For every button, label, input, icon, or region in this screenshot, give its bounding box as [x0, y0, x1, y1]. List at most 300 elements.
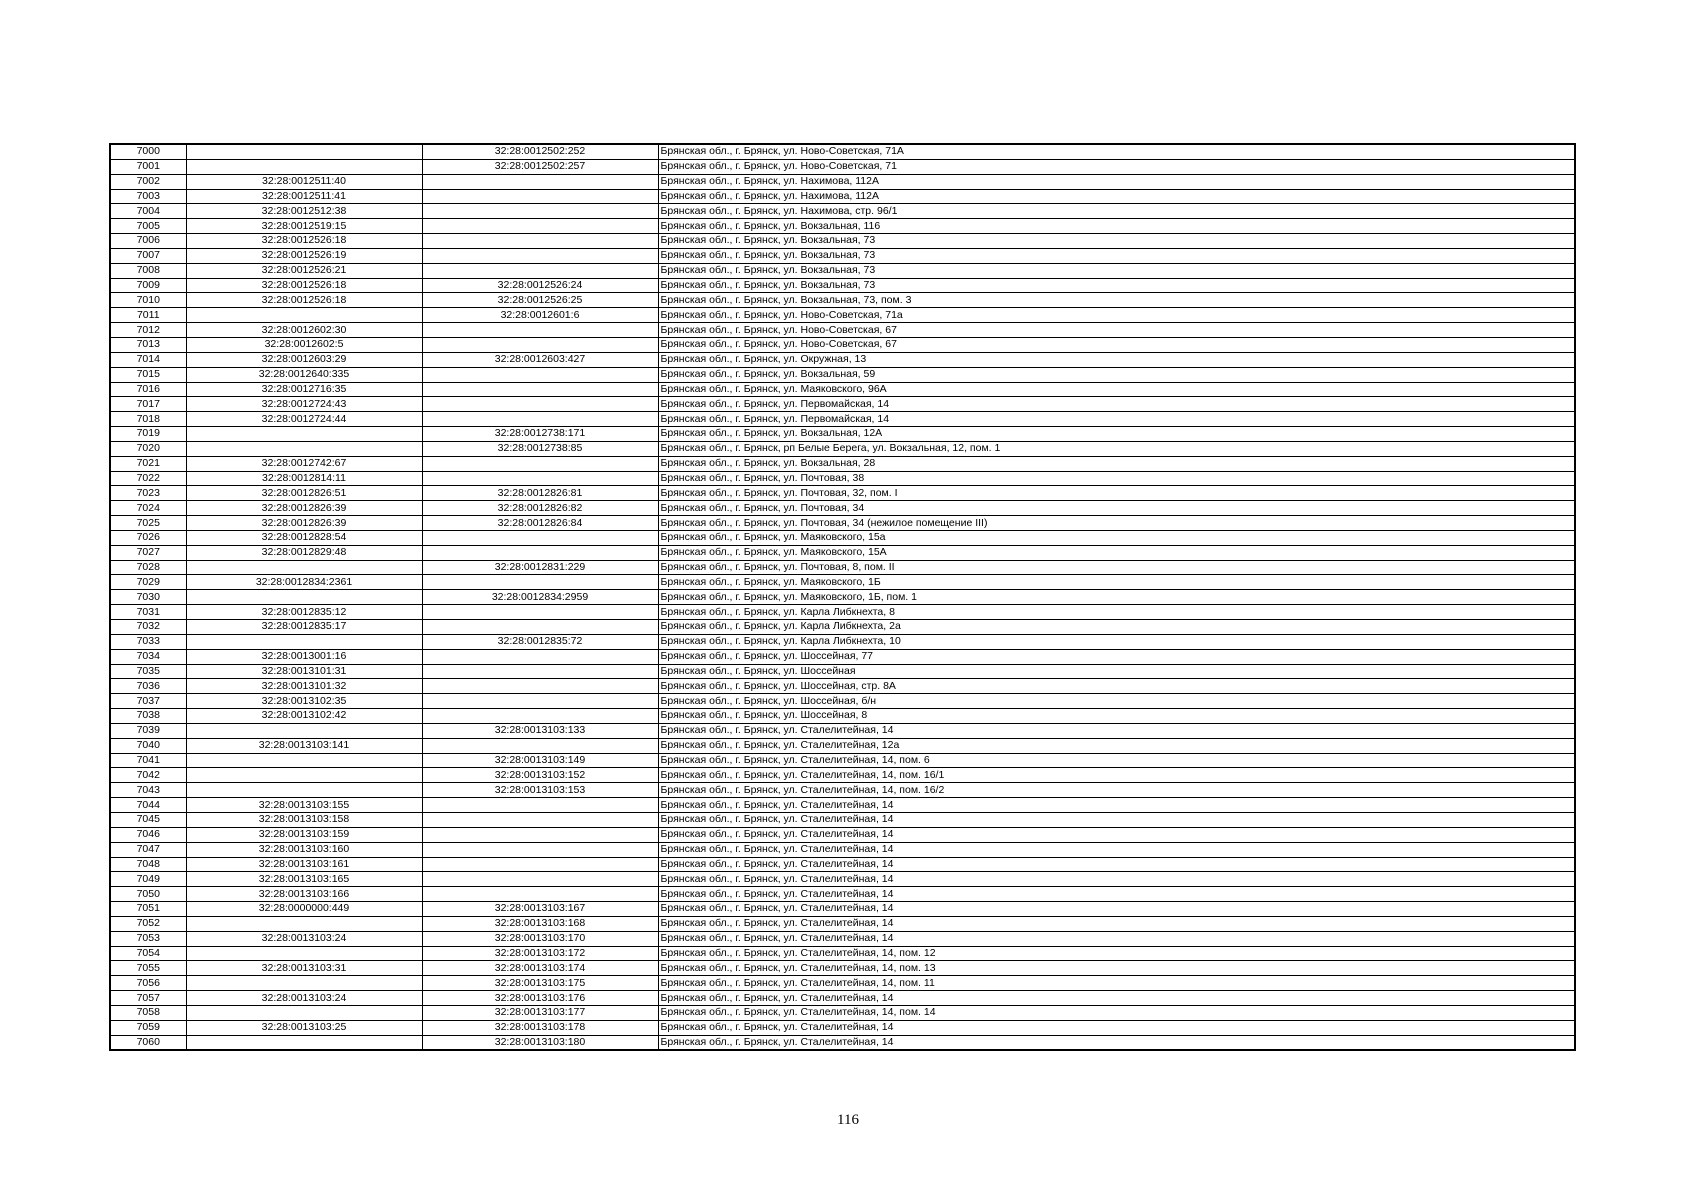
cadastral-number-cell: [186, 723, 422, 738]
row-number-cell: 7045: [110, 812, 186, 827]
row-number-cell: 7051: [110, 902, 186, 917]
row-number-cell: 7037: [110, 694, 186, 709]
cadastral-number-cell: [186, 634, 422, 649]
object-cadastral-number-cell: 32:28:0012601:6: [422, 308, 658, 323]
row-number-cell: 7000: [110, 144, 186, 159]
table-row: [110, 620, 1575, 635]
row-number-cell: 7008: [110, 263, 186, 278]
object-cadastral-number-cell: [422, 456, 658, 471]
cadastral-number-cell: [186, 144, 422, 159]
address-cell: Брянская обл., г. Брянск, ул. Вокзальная, 73, пом. 3: [658, 293, 1575, 308]
object-cadastral-number-cell: 32:28:0012835:72: [422, 634, 658, 649]
cadastral-number-cell: 32:28:0013001:16: [186, 649, 422, 664]
cadastral-number-cell: [186, 560, 422, 575]
cadastral-number-cell: 32:28:0012835:12: [186, 605, 422, 620]
object-cadastral-number-cell: 32:28:0013103:176: [422, 991, 658, 1006]
table-row: [110, 857, 1575, 872]
object-cadastral-number-cell: [422, 872, 658, 887]
table-row: [110, 234, 1575, 249]
table-row: [110, 872, 1575, 887]
address-cell: Брянская обл., г. Брянск, ул. Почтовая, 34 (нежилое помещение III): [658, 516, 1575, 531]
row-number-cell: 7030: [110, 590, 186, 605]
cadastral-number-cell: 32:28:0012826:51: [186, 486, 422, 501]
table-row: [110, 441, 1575, 456]
address-cell: Брянская обл., г. Брянск, ул. Нахимова, 112А: [658, 189, 1575, 204]
table-row: [110, 946, 1575, 961]
object-cadastral-number-cell: 32:28:0012738:171: [422, 427, 658, 442]
cadastral-number-cell: 32:28:0013103:24: [186, 991, 422, 1006]
object-cadastral-number-cell: [422, 189, 658, 204]
object-cadastral-number-cell: [422, 530, 658, 545]
row-number-cell: 7040: [110, 738, 186, 753]
address-cell: Брянская обл., г. Брянск, ул. Сталелитейная, 14: [658, 857, 1575, 872]
object-cadastral-number-cell: [422, 204, 658, 219]
address-cell: Брянская обл., г. Брянск, ул. Вокзальная, 12А: [658, 427, 1575, 442]
table-row: [110, 308, 1575, 323]
table-row: [110, 887, 1575, 902]
cadastral-number-cell: 32:28:0012512:38: [186, 204, 422, 219]
row-number-cell: 7036: [110, 679, 186, 694]
table-row: [110, 382, 1575, 397]
row-number-cell: 7009: [110, 278, 186, 293]
table-row: [110, 144, 1575, 159]
table-row: [110, 486, 1575, 501]
row-number-cell: 7041: [110, 753, 186, 768]
cadastral-number-cell: [186, 946, 422, 961]
address-cell: Брянская обл., г. Брянск, ул. Сталелитейная, 14: [658, 931, 1575, 946]
address-cell: Брянская обл., г. Брянск, ул. Нахимова, 112А: [658, 174, 1575, 189]
address-cell: Брянская обл., г. Брянск, ул. Сталелитейная, 14, пом. 6: [658, 753, 1575, 768]
address-cell: Брянская обл., г. Брянск, ул. Сталелитейная, 14: [658, 916, 1575, 931]
object-cadastral-number-cell: 32:28:0013103:167: [422, 902, 658, 917]
row-number-cell: 7018: [110, 412, 186, 427]
object-cadastral-number-cell: [422, 738, 658, 753]
cadastral-number-cell: 32:28:0013101:32: [186, 679, 422, 694]
cadastral-number-cell: 32:28:0013103:166: [186, 887, 422, 902]
address-cell: Брянская обл., г. Брянск, ул. Почтовая, 34: [658, 501, 1575, 516]
row-number-cell: 7024: [110, 501, 186, 516]
object-cadastral-number-cell: 32:28:0013103:152: [422, 768, 658, 783]
object-cadastral-number-cell: [422, 605, 658, 620]
table-row: [110, 902, 1575, 917]
row-number-cell: 7003: [110, 189, 186, 204]
table-row: [110, 709, 1575, 724]
row-number-cell: 7013: [110, 337, 186, 352]
row-number-cell: 7017: [110, 397, 186, 412]
address-cell: Брянская обл., г. Брянск, ул. Ново-Советская, 71а: [658, 308, 1575, 323]
object-cadastral-number-cell: [422, 263, 658, 278]
address-cell: Брянская обл., г. Брянск, ул. Сталелитейная, 14: [658, 1035, 1575, 1050]
cadastral-number-cell: 32:28:0012826:39: [186, 501, 422, 516]
table-row: [110, 827, 1575, 842]
cadastral-number-cell: 32:28:0013103:155: [186, 798, 422, 813]
row-number-cell: 7048: [110, 857, 186, 872]
row-number-cell: 7023: [110, 486, 186, 501]
table-row: [110, 991, 1575, 1006]
address-cell: Брянская обл., г. Брянск, ул. Шоссейная, 77: [658, 649, 1575, 664]
row-number-cell: 7022: [110, 471, 186, 486]
object-cadastral-number-cell: 32:28:0012826:82: [422, 501, 658, 516]
row-number-cell: 7027: [110, 545, 186, 560]
table-row: [110, 961, 1575, 976]
row-number-cell: 7056: [110, 976, 186, 991]
cadastral-number-cell: 32:28:0013103:158: [186, 812, 422, 827]
cadastral-number-cell: 32:28:0013103:161: [186, 857, 422, 872]
cadastral-number-cell: [186, 427, 422, 442]
object-cadastral-number-cell: [422, 575, 658, 590]
cadastral-number-cell: [186, 976, 422, 991]
address-cell: Брянская обл., г. Брянск, ул. Сталелитейная, 14, пом. 16/2: [658, 783, 1575, 798]
address-cell: Брянская обл., г. Брянск, ул. Сталелитейная, 14: [658, 827, 1575, 842]
object-cadastral-number-cell: 32:28:0012831:229: [422, 560, 658, 575]
cadastral-number-cell: [186, 1035, 422, 1050]
object-cadastral-number-cell: 32:28:0012834:2959: [422, 590, 658, 605]
row-number-cell: 7025: [110, 516, 186, 531]
object-cadastral-number-cell: [422, 679, 658, 694]
object-cadastral-number-cell: [422, 887, 658, 902]
table-row: [110, 159, 1575, 174]
object-cadastral-number-cell: [422, 798, 658, 813]
address-cell: Брянская обл., г. Брянск, ул. Первомайская, 14: [658, 412, 1575, 427]
address-cell: Брянская обл., г. Брянск, ул. Нахимова, стр. 96/1: [658, 204, 1575, 219]
row-number-cell: 7011: [110, 308, 186, 323]
row-number-cell: 7038: [110, 709, 186, 724]
table-row: [110, 723, 1575, 738]
row-number-cell: 7031: [110, 605, 186, 620]
cadastral-number-cell: 32:28:0013103:141: [186, 738, 422, 753]
object-cadastral-number-cell: [422, 827, 658, 842]
row-number-cell: 7059: [110, 1020, 186, 1035]
cadastral-number-cell: 32:28:0012828:54: [186, 530, 422, 545]
cadastral-number-cell: 32:28:0013102:35: [186, 694, 422, 709]
table-row: [110, 560, 1575, 575]
address-cell: Брянская обл., г. Брянск, ул. Сталелитейная, 14, пом. 13: [658, 961, 1575, 976]
cadastral-number-cell: 32:28:0012829:48: [186, 545, 422, 560]
table-row: [110, 174, 1575, 189]
address-cell: Брянская обл., г. Брянск, ул. Сталелитейная, 14, пом. 11: [658, 976, 1575, 991]
table-row: [110, 516, 1575, 531]
object-cadastral-number-cell: [422, 248, 658, 263]
cadastral-number-cell: 32:28:0012511:41: [186, 189, 422, 204]
address-cell: Брянская обл., г. Брянск, ул. Сталелитейная, 14, пом. 16/1: [658, 768, 1575, 783]
cadastral-number-cell: 32:28:0013103:165: [186, 872, 422, 887]
cadastral-number-cell: 32:28:0012724:44: [186, 412, 422, 427]
table-row: [110, 694, 1575, 709]
object-cadastral-number-cell: 32:28:0013103:168: [422, 916, 658, 931]
address-cell: Брянская обл., г. Брянск, рп Белые Берега, ул. Вокзальная, 12, пом. 1: [658, 441, 1575, 456]
row-number-cell: 7006: [110, 234, 186, 249]
table-row: [110, 456, 1575, 471]
address-cell: Брянская обл., г. Брянск, ул. Почтовая, 8, пом. II: [658, 560, 1575, 575]
row-number-cell: 7004: [110, 204, 186, 219]
table-row: [110, 842, 1575, 857]
object-cadastral-number-cell: 32:28:0013103:174: [422, 961, 658, 976]
table-row: [110, 931, 1575, 946]
address-cell: Брянская обл., г. Брянск, ул. Маяковского, 15А: [658, 545, 1575, 560]
object-cadastral-number-cell: [422, 219, 658, 234]
table-row: [110, 189, 1575, 204]
registry-table: [109, 143, 1576, 1051]
address-cell: Брянская обл., г. Брянск, ул. Почтовая, 38: [658, 471, 1575, 486]
table-row: [110, 248, 1575, 263]
table-row: [110, 427, 1575, 442]
object-cadastral-number-cell: [422, 620, 658, 635]
row-number-cell: 7039: [110, 723, 186, 738]
address-cell: Брянская обл., г. Брянск, ул. Шоссейная, б/н: [658, 694, 1575, 709]
row-number-cell: 7033: [110, 634, 186, 649]
address-cell: Брянская обл., г. Брянск, ул. Сталелитейная, 14: [658, 872, 1575, 887]
cadastral-number-cell: [186, 783, 422, 798]
cadastral-number-cell: 32:28:0012716:35: [186, 382, 422, 397]
table-row: [110, 545, 1575, 560]
address-cell: Брянская обл., г. Брянск, ул. Карла Либкнехта, 2а: [658, 620, 1575, 635]
registry-table-body: [110, 144, 1575, 1050]
cadastral-number-cell: 32:28:0012511:40: [186, 174, 422, 189]
address-cell: Брянская обл., г. Брянск, ул. Вокзальная, 73: [658, 278, 1575, 293]
address-cell: Брянская обл., г. Брянск, ул. Карла Либкнехта, 8: [658, 605, 1575, 620]
object-cadastral-number-cell: 32:28:0013103:178: [422, 1020, 658, 1035]
address-cell: Брянская обл., г. Брянск, ул. Вокзальная, 116: [658, 219, 1575, 234]
page-number: 116: [837, 1112, 859, 1128]
row-number-cell: 7034: [110, 649, 186, 664]
table-row: [110, 412, 1575, 427]
cadastral-number-cell: 32:28:0012526:19: [186, 248, 422, 263]
cadastral-number-cell: 32:28:0012519:15: [186, 219, 422, 234]
row-number-cell: 7054: [110, 946, 186, 961]
cadastral-number-cell: [186, 441, 422, 456]
address-cell: Брянская обл., г. Брянск, ул. Ново-Советская, 67: [658, 323, 1575, 338]
address-cell: Брянская обл., г. Брянск, ул. Маяковского, 15а: [658, 530, 1575, 545]
cadastral-number-cell: 32:28:0012742:67: [186, 456, 422, 471]
cadastral-number-cell: [186, 308, 422, 323]
address-cell: Брянская обл., г. Брянск, ул. Вокзальная, 28: [658, 456, 1575, 471]
table-row: [110, 590, 1575, 605]
object-cadastral-number-cell: 32:28:0013103:180: [422, 1035, 658, 1050]
table-row: [110, 634, 1575, 649]
row-number-cell: 7019: [110, 427, 186, 442]
cadastral-number-cell: 32:28:0012526:18: [186, 278, 422, 293]
cadastral-number-cell: 32:28:0000000:449: [186, 902, 422, 917]
object-cadastral-number-cell: [422, 857, 658, 872]
row-number-cell: 7007: [110, 248, 186, 263]
object-cadastral-number-cell: [422, 412, 658, 427]
row-number-cell: 7050: [110, 887, 186, 902]
table-row: [110, 916, 1575, 931]
table-row: [110, 397, 1575, 412]
address-cell: Брянская обл., г. Брянск, ул. Сталелитейная, 14: [658, 798, 1575, 813]
object-cadastral-number-cell: [422, 812, 658, 827]
table-row: [110, 798, 1575, 813]
address-cell: Брянская обл., г. Брянск, ул. Вокзальная, 73: [658, 263, 1575, 278]
row-number-cell: 7001: [110, 159, 186, 174]
row-number-cell: 7015: [110, 367, 186, 382]
address-cell: Брянская обл., г. Брянск, ул. Шоссейная, стр. 8А: [658, 679, 1575, 694]
table-row: [110, 323, 1575, 338]
address-cell: Брянская обл., г. Брянск, ул. Сталелитейная, 14: [658, 842, 1575, 857]
table-row: [110, 783, 1575, 798]
row-number-cell: 7049: [110, 872, 186, 887]
address-cell: Брянская обл., г. Брянск, ул. Вокзальная, 59: [658, 367, 1575, 382]
cadastral-number-cell: 32:28:0012724:43: [186, 397, 422, 412]
row-number-cell: 7021: [110, 456, 186, 471]
row-number-cell: 7028: [110, 560, 186, 575]
object-cadastral-number-cell: 32:28:0013103:172: [422, 946, 658, 961]
cadastral-number-cell: 32:28:0013103:24: [186, 931, 422, 946]
row-number-cell: 7047: [110, 842, 186, 857]
object-cadastral-number-cell: 32:28:0013103:153: [422, 783, 658, 798]
row-number-cell: 7012: [110, 323, 186, 338]
table-row: [110, 575, 1575, 590]
object-cadastral-number-cell: 32:28:0012502:257: [422, 159, 658, 174]
row-number-cell: 7032: [110, 620, 186, 635]
table-row: [110, 679, 1575, 694]
row-number-cell: 7055: [110, 961, 186, 976]
address-cell: Брянская обл., г. Брянск, ул. Сталелитейная, 14: [658, 812, 1575, 827]
cadastral-number-cell: 32:28:0013103:160: [186, 842, 422, 857]
object-cadastral-number-cell: [422, 664, 658, 679]
row-number-cell: 7043: [110, 783, 186, 798]
table-row: [110, 204, 1575, 219]
row-number-cell: 7052: [110, 916, 186, 931]
address-cell: Брянская обл., г. Брянск, ул. Ново-Советская, 67: [658, 337, 1575, 352]
row-number-cell: 7058: [110, 1005, 186, 1020]
row-number-cell: 7026: [110, 530, 186, 545]
address-cell: Брянская обл., г. Брянск, ул. Карла Либкнехта, 10: [658, 634, 1575, 649]
table-row: [110, 812, 1575, 827]
table-row: [110, 1020, 1575, 1035]
object-cadastral-number-cell: [422, 234, 658, 249]
cadastral-number-cell: [186, 1005, 422, 1020]
table-row: [110, 976, 1575, 991]
cadastral-number-cell: 32:28:0012826:39: [186, 516, 422, 531]
object-cadastral-number-cell: [422, 649, 658, 664]
object-cadastral-number-cell: 32:28:0013103:175: [422, 976, 658, 991]
address-cell: Брянская обл., г. Брянск, ул. Сталелитейная, 14: [658, 902, 1575, 917]
table-row: [110, 501, 1575, 516]
object-cadastral-number-cell: 32:28:0013103:177: [422, 1005, 658, 1020]
row-number-cell: 7020: [110, 441, 186, 456]
cadastral-number-cell: 32:28:0013103:31: [186, 961, 422, 976]
address-cell: Брянская обл., г. Брянск, ул. Шоссейная, 8: [658, 709, 1575, 724]
cadastral-number-cell: 32:28:0012603:29: [186, 352, 422, 367]
address-cell: Брянская обл., г. Брянск, ул. Ново-Советская, 71А: [658, 144, 1575, 159]
cadastral-number-cell: 32:28:0012814:11: [186, 471, 422, 486]
row-number-cell: 7042: [110, 768, 186, 783]
cadastral-number-cell: [186, 159, 422, 174]
cadastral-number-cell: [186, 753, 422, 768]
object-cadastral-number-cell: 32:28:0012526:24: [422, 278, 658, 293]
object-cadastral-number-cell: 32:28:0013103:133: [422, 723, 658, 738]
table-row: [110, 352, 1575, 367]
row-number-cell: 7044: [110, 798, 186, 813]
cadastral-number-cell: 32:28:0012602:5: [186, 337, 422, 352]
address-cell: Брянская обл., г. Брянск, ул. Сталелитейная, 14: [658, 723, 1575, 738]
object-cadastral-number-cell: [422, 709, 658, 724]
table-row: [110, 649, 1575, 664]
object-cadastral-number-cell: [422, 382, 658, 397]
object-cadastral-number-cell: [422, 842, 658, 857]
row-number-cell: 7057: [110, 991, 186, 1006]
address-cell: Брянская обл., г. Брянск, ул. Шоссейная: [658, 664, 1575, 679]
object-cadastral-number-cell: [422, 367, 658, 382]
address-cell: Брянская обл., г. Брянск, ул. Первомайская, 14: [658, 397, 1575, 412]
row-number-cell: 7002: [110, 174, 186, 189]
address-cell: Брянская обл., г. Брянск, ул. Сталелитейная, 14: [658, 1020, 1575, 1035]
row-number-cell: 7053: [110, 931, 186, 946]
object-cadastral-number-cell: [422, 471, 658, 486]
cadastral-number-cell: 32:28:0012526:21: [186, 263, 422, 278]
cadastral-number-cell: [186, 768, 422, 783]
row-number-cell: 7010: [110, 293, 186, 308]
row-number-cell: 7046: [110, 827, 186, 842]
row-number-cell: 7035: [110, 664, 186, 679]
cadastral-number-cell: 32:28:0012526:18: [186, 293, 422, 308]
address-cell: Брянская обл., г. Брянск, ул. Маяковского, 96А: [658, 382, 1575, 397]
object-cadastral-number-cell: 32:28:0013103:149: [422, 753, 658, 768]
object-cadastral-number-cell: [422, 174, 658, 189]
table-row: [110, 664, 1575, 679]
table-row: [110, 219, 1575, 234]
table-row: [110, 1005, 1575, 1020]
cadastral-number-cell: 32:28:0012526:18: [186, 234, 422, 249]
cadastral-number-cell: [186, 590, 422, 605]
object-cadastral-number-cell: [422, 545, 658, 560]
cadastral-number-cell: 32:28:0012640:335: [186, 367, 422, 382]
row-number-cell: 7060: [110, 1035, 186, 1050]
address-cell: Брянская обл., г. Брянск, ул. Окружная, 13: [658, 352, 1575, 367]
table-row: [110, 1035, 1575, 1050]
object-cadastral-number-cell: [422, 397, 658, 412]
address-cell: Брянская обл., г. Брянск, ул. Вокзальная, 73: [658, 234, 1575, 249]
row-number-cell: 7014: [110, 352, 186, 367]
object-cadastral-number-cell: 32:28:0012526:25: [422, 293, 658, 308]
address-cell: Брянская обл., г. Брянск, ул. Сталелитейная, 14: [658, 991, 1575, 1006]
object-cadastral-number-cell: [422, 323, 658, 338]
row-number-cell: 7029: [110, 575, 186, 590]
table-row: [110, 605, 1575, 620]
cadastral-number-cell: [186, 916, 422, 931]
address-cell: Брянская обл., г. Брянск, ул. Маяковского, 1Б, пом. 1: [658, 590, 1575, 605]
cadastral-number-cell: 32:28:0013102:42: [186, 709, 422, 724]
address-cell: Брянская обл., г. Брянск, ул. Почтовая, 32, пом. I: [658, 486, 1575, 501]
table-row: [110, 753, 1575, 768]
table-row: [110, 293, 1575, 308]
table-row: [110, 471, 1575, 486]
cadastral-number-cell: 32:28:0012602:30: [186, 323, 422, 338]
cadastral-number-cell: 32:28:0012834:2361: [186, 575, 422, 590]
object-cadastral-number-cell: 32:28:0012826:84: [422, 516, 658, 531]
address-cell: Брянская обл., г. Брянск, ул. Ново-Советская, 71: [658, 159, 1575, 174]
object-cadastral-number-cell: [422, 337, 658, 352]
table-row: [110, 263, 1575, 278]
cadastral-number-cell: 32:28:0013103:159: [186, 827, 422, 842]
object-cadastral-number-cell: 32:28:0012738:85: [422, 441, 658, 456]
address-cell: Брянская обл., г. Брянск, ул. Сталелитейная, 14, пом. 12: [658, 946, 1575, 961]
address-cell: Брянская обл., г. Брянск, ул. Сталелитейная, 14, пом. 14: [658, 1005, 1575, 1020]
object-cadastral-number-cell: 32:28:0013103:170: [422, 931, 658, 946]
object-cadastral-number-cell: 32:28:0012502:252: [422, 144, 658, 159]
cadastral-number-cell: 32:28:0013103:25: [186, 1020, 422, 1035]
address-cell: Брянская обл., г. Брянск, ул. Сталелитейная, 12а: [658, 738, 1575, 753]
table-row: [110, 768, 1575, 783]
address-cell: Брянская обл., г. Брянск, ул. Сталелитейная, 14: [658, 887, 1575, 902]
address-cell: Брянская обл., г. Брянск, ул. Вокзальная, 73: [658, 248, 1575, 263]
table-row: [110, 337, 1575, 352]
row-number-cell: 7005: [110, 219, 186, 234]
table-row: [110, 367, 1575, 382]
row-number-cell: 7016: [110, 382, 186, 397]
table-row: [110, 530, 1575, 545]
